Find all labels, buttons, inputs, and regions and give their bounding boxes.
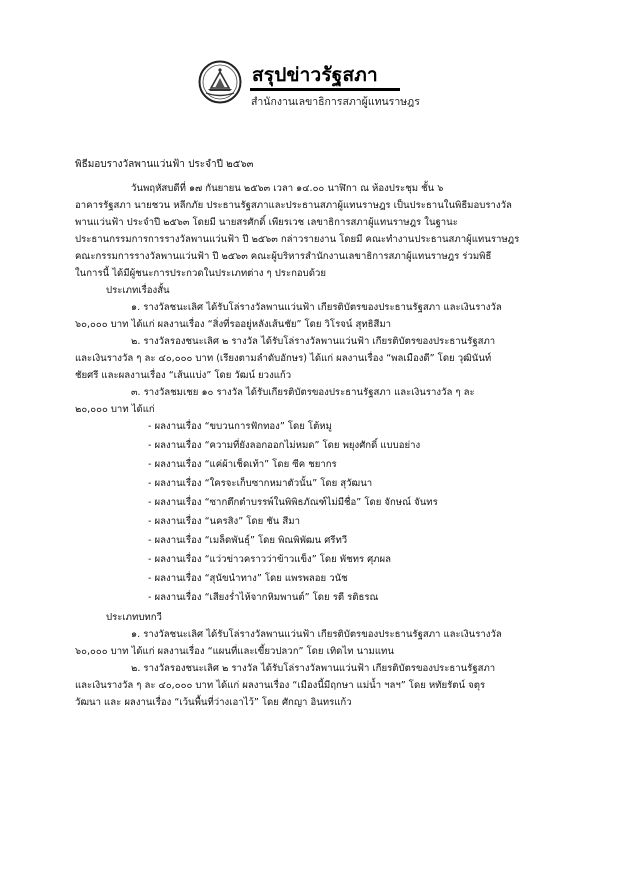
list-item: - ผลงานเรื่อง “ขบวนการฟักทอง” โดย โต้หมู — [148, 421, 332, 432]
intro-line: ในการนี้ ได้มีผู้ชนะการประกวดในประเภทต่าง ๆ ประกอบด้วย — [75, 268, 327, 279]
intro-line: วันพฤหัสบดีที่ ๑๗ กันยายน ๒๕๖๓ เวลา ๑๔.๐๐ นาฬิกา ณ ห้องประชุม ชั้น ๖ — [131, 183, 444, 194]
section-heading-poetry: ประเภทบทกวี — [106, 612, 162, 623]
award-line: ๖๐,๐๐๐ บาท ได้แก่ ผลงานเรื่อง “สิ่งที่รออยู่หลังเส้นชัย” โดย วิโรจน์ สุทธิสีมา — [75, 319, 392, 330]
intro-line: ประธานกรรมการการรางวัลพานแว่นฟ้า ปี ๒๕๖๓ กล่าวรายงาน โดยมี คณะทำงานประธานสภาผู้แทนราษฎร — [75, 234, 520, 245]
list-item: - ผลงานเรื่อง “ใครจะเก็บซากหมาตัวนั้น” โดย สุวัฒนา — [148, 478, 373, 489]
award-line: ๑. รางวัลชนะเลิศ ได้รับโล่รางวัลพานแว่นฟ้า เกียรติบัตรของประธานรัฐสภา และเงินรางวัล — [131, 302, 502, 313]
award-line: ๒๐,๐๐๐ บาท ได้แก่ — [75, 404, 155, 415]
list-item: - ผลงานเรื่อง “เมล็ดพันธุ์” โดย พิณพิพัฒน ศรีทวี — [148, 535, 348, 546]
award-line: ๒. รางวัลรองชนะเลิศ ๒ รางวัล ได้รับโล่รางวัลพานแว่นฟ้า เกียรติบัตรของประธานรัฐสภา — [131, 663, 496, 674]
award-line: ชัยศรี และผลงานเรื่อง “เส้นแบ่ง” โดย วัฒน์ ยวงแก้ว — [75, 370, 292, 381]
list-item: - ผลงานเรื่อง “สุนัขนำทาง” โดย แพรพลอย วนัช — [148, 573, 348, 584]
intro-line: อาคารรัฐสภา นายชวน หลีกภัย ประธานรัฐสภาและประธานสภาผู้แทนราษฎร เป็นประธานในพิธีมอบรางวัล — [75, 200, 512, 211]
list-item: - ผลงานเรื่อง “ซากตึกตำบรรพ์ในพิพิธภัณฑ์ไม่มีชื่อ” โดย จักษณ์ จันทร — [148, 497, 438, 508]
document-title: พิธีมอบรางวัลพานแว่นฟ้า ประจำปี ๒๕๖๓ — [75, 159, 254, 170]
award-line: ๒. รางวัลรองชนะเลิศ ๒ รางวัล ได้รับโล่รางวัลพานแว่นฟ้า เกียรติบัตรของประธานรัฐสภา — [131, 336, 496, 347]
award-line: ๖๐,๐๐๐ บาท ได้แก่ ผลงานเรื่อง “แผนที่และเขี้ยวปลวก” โดย เทิดไท นามแทน — [75, 646, 394, 657]
list-item: - ผลงานเรื่อง “เสียงร่ำไห้จากหิมพานต์” โดย รตี รติธรณ — [148, 592, 379, 603]
intro-line: คณะกรรมการรางวัลพานแว่นฟ้า ปี ๒๕๖๓ คณะผู้บริหารสำนักงานเลขาธิการสภาผู้แทนราษฎร ร่วมพิธี — [75, 251, 492, 262]
header-title: สรุปข่าวรัฐสภา — [252, 64, 378, 86]
award-line: วัฒนา และ ผลงานเรื่อง “เว้นพื้นที่ว่างเอาไว้” โดย ศักญา อินทรแก้ว — [75, 697, 352, 708]
award-line: ๓. รางวัลชมเชย ๑๐ รางวัล ได้รับเกียรติบัตรของประธานรัฐสภา และเงินรางวัล ๆ ละ — [131, 387, 475, 398]
header-rule — [250, 88, 400, 91]
intro-line: พานแว่นฟ้า ประจำปี ๒๕๖๓ โดยมี นายสรศักดิ์ เพียรเวช เลขาธิการสภาผู้แทนราษฎร ในฐานะ — [75, 217, 458, 228]
list-item: - ผลงานเรื่อง “แว่วข่าวคราวว่าข้าวแข็ง” โดย พัชทร ศุภผล — [148, 554, 392, 565]
section-heading-short-story: ประเภทเรื่องสั้น — [106, 285, 170, 296]
header-subtitle: สำนักงานเลขาธิการสภาผู้แทนราษฎร — [251, 96, 420, 108]
award-line: และเงินรางวัล ๆ ละ ๔๐,๐๐๐ บาท ได้แก่ ผลงานเรื่อง “เมืองนี้มีฤกษา แม่น้ำ ฯลฯ” โดย หทัยรัตน์ จตุร — [75, 680, 486, 691]
list-item: - ผลงานเรื่อง “แค่ผ้าเช็ดเท้า” โดย ซีค ชยากร — [148, 459, 337, 470]
list-item: - ผลงานเรื่อง “นครสิง” โดย ชัน สีมา — [148, 516, 300, 527]
list-item: - ผลงานเรื่อง “ความที่ยังลอกออกไม่หมด” โดย พยุงศักดิ์ แบบอย่าง — [148, 440, 421, 451]
award-line: ๑. รางวัลชนะเลิศ ได้รับโล่รางวัลพานแว่นฟ้า เกียรติบัตรของประธานรัฐสภา และเงินรางวัล — [131, 629, 502, 640]
parliament-emblem-icon — [198, 60, 242, 104]
award-line: และเงินรางวัล ๆ ละ ๔๐,๐๐๐ บาท (เรียงตามลำดับอักษร) ได้แก่ ผลงานเรื่อง “พลเมืองดี” โดย วุฒินันท์ — [75, 353, 492, 364]
